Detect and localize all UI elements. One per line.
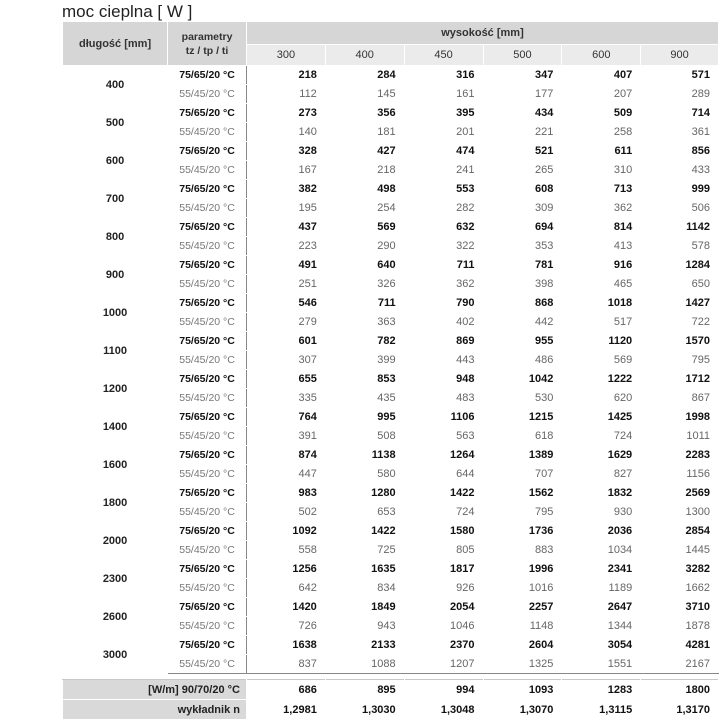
- value-cell: 853: [325, 370, 404, 389]
- value-cell: 465: [562, 275, 641, 294]
- param-cell: 55/45/20 °C: [168, 465, 247, 484]
- table-row: [63, 484, 719, 503]
- value-cell: 795: [641, 351, 719, 370]
- value-cell: 1629: [562, 446, 641, 465]
- value-cell: 282: [404, 199, 483, 218]
- value-cell: 447: [246, 465, 325, 484]
- value-cell: 207: [562, 85, 641, 104]
- value-cell: 326: [325, 275, 404, 294]
- footer-table: [62, 679, 719, 720]
- param-cell: 55/45/20 °C: [168, 427, 247, 446]
- value-cell: 508: [325, 427, 404, 446]
- length-cell: 1800: [63, 484, 168, 522]
- value-cell: 443: [404, 351, 483, 370]
- value-cell: 814: [562, 218, 641, 237]
- length-cell: 2600: [63, 598, 168, 636]
- value-cell: 644: [404, 465, 483, 484]
- footer-value: 895: [325, 680, 404, 700]
- value-cell: 1849: [325, 598, 404, 617]
- value-cell: 483: [404, 389, 483, 408]
- footer-label: wykładnik n: [63, 700, 247, 720]
- value-cell: 433: [641, 161, 719, 180]
- value-cell: 309: [483, 199, 562, 218]
- value-cell: 2257: [483, 598, 562, 617]
- value-cell: 620: [562, 389, 641, 408]
- value-cell: 279: [246, 313, 325, 332]
- value-cell: 395: [404, 104, 483, 123]
- length-cell: 600: [63, 142, 168, 180]
- height-col-header: 900: [641, 45, 719, 66]
- value-cell: 1878: [641, 617, 719, 636]
- value-cell: 434: [483, 104, 562, 123]
- value-cell: 1142: [641, 218, 719, 237]
- param-cell: 55/45/20 °C: [168, 503, 247, 522]
- value-cell: 521: [483, 142, 562, 161]
- value-cell: 1832: [562, 484, 641, 503]
- value-cell: 834: [325, 579, 404, 598]
- value-cell: 926: [404, 579, 483, 598]
- value-cell: 569: [562, 351, 641, 370]
- length-cell: 1000: [63, 294, 168, 332]
- length-cell: 1100: [63, 332, 168, 370]
- value-cell: 1817: [404, 560, 483, 579]
- table-row: [63, 560, 719, 579]
- table-row: [63, 104, 719, 123]
- value-cell: 983: [246, 484, 325, 503]
- value-cell: 571: [641, 66, 719, 85]
- param-cell: 55/45/20 °C: [168, 655, 247, 674]
- value-cell: 1280: [325, 484, 404, 503]
- footer-row: [63, 700, 719, 720]
- height-col-header: 400: [325, 45, 404, 66]
- value-cell: 999: [641, 180, 719, 199]
- value-cell: 177: [483, 85, 562, 104]
- value-cell: 640: [325, 256, 404, 275]
- value-cell: 4281: [641, 636, 719, 655]
- value-cell: 1011: [641, 427, 719, 446]
- table-row: [63, 66, 719, 85]
- table-row: [63, 332, 719, 351]
- length-cell: 2300: [63, 560, 168, 598]
- value-cell: 795: [483, 503, 562, 522]
- value-cell: 711: [325, 294, 404, 313]
- table-row: [63, 446, 719, 465]
- value-cell: 356: [325, 104, 404, 123]
- length-cell: 400: [63, 66, 168, 104]
- value-cell: 2341: [562, 560, 641, 579]
- value-cell: 618: [483, 427, 562, 446]
- param-cell: 55/45/20 °C: [168, 123, 247, 142]
- value-cell: 781: [483, 256, 562, 275]
- value-cell: 1562: [483, 484, 562, 503]
- value-cell: 856: [641, 142, 719, 161]
- value-cell: 201: [404, 123, 483, 142]
- value-cell: 553: [404, 180, 483, 199]
- table-row: [63, 370, 719, 389]
- param-cell: 75/65/20 °C: [168, 218, 247, 237]
- value-cell: 181: [325, 123, 404, 142]
- value-cell: 284: [325, 66, 404, 85]
- footer-value: 1283: [562, 680, 641, 700]
- value-cell: 161: [404, 85, 483, 104]
- table-row: [63, 598, 719, 617]
- length-cell: 500: [63, 104, 168, 142]
- value-cell: 1635: [325, 560, 404, 579]
- value-cell: 724: [404, 503, 483, 522]
- value-cell: 1427: [641, 294, 719, 313]
- value-cell: 398: [483, 275, 562, 294]
- value-cell: 782: [325, 332, 404, 351]
- length-cell: 1200: [63, 370, 168, 408]
- param-cell: 55/45/20 °C: [168, 199, 247, 218]
- value-cell: 916: [562, 256, 641, 275]
- param-cell: 55/45/20 °C: [168, 237, 247, 256]
- param-cell: 75/65/20 °C: [168, 370, 247, 389]
- param-cell: 75/65/20 °C: [168, 522, 247, 541]
- value-cell: 1042: [483, 370, 562, 389]
- value-cell: 1120: [562, 332, 641, 351]
- height-col-header: 600: [562, 45, 641, 66]
- value-cell: 805: [404, 541, 483, 560]
- value-cell: 2569: [641, 484, 719, 503]
- length-cell: 1600: [63, 446, 168, 484]
- table-row: [63, 408, 719, 427]
- value-cell: 258: [562, 123, 641, 142]
- value-cell: 714: [641, 104, 719, 123]
- value-cell: 650: [641, 275, 719, 294]
- length-cell: 800: [63, 218, 168, 256]
- value-cell: 1422: [325, 522, 404, 541]
- value-cell: 608: [483, 180, 562, 199]
- value-cell: 1996: [483, 560, 562, 579]
- value-cell: 726: [246, 617, 325, 636]
- value-cell: 642: [246, 579, 325, 598]
- param-cell: 55/45/20 °C: [168, 389, 247, 408]
- value-cell: 347: [483, 66, 562, 85]
- value-cell: 1425: [562, 408, 641, 427]
- value-cell: 223: [246, 237, 325, 256]
- value-cell: 3282: [641, 560, 719, 579]
- heat-output-table: [62, 21, 719, 674]
- value-cell: 361: [641, 123, 719, 142]
- value-cell: 955: [483, 332, 562, 351]
- value-cell: 290: [325, 237, 404, 256]
- value-cell: 1420: [246, 598, 325, 617]
- value-cell: 310: [562, 161, 641, 180]
- value-cell: 725: [325, 541, 404, 560]
- value-cell: 427: [325, 142, 404, 161]
- value-cell: 868: [483, 294, 562, 313]
- length-header: długość [mm]: [63, 22, 168, 66]
- params-sub: tz / tp / ti: [185, 44, 229, 57]
- value-cell: 517: [562, 313, 641, 332]
- value-cell: 486: [483, 351, 562, 370]
- value-cell: 1325: [483, 655, 562, 674]
- value-cell: 112: [246, 85, 325, 104]
- value-cell: 711: [404, 256, 483, 275]
- param-cell: 75/65/20 °C: [168, 180, 247, 199]
- footer-row: [63, 680, 719, 700]
- footer-value: 1093: [483, 680, 562, 700]
- value-cell: 1016: [483, 579, 562, 598]
- param-cell: 75/65/20 °C: [168, 560, 247, 579]
- value-cell: 442: [483, 313, 562, 332]
- value-cell: 307: [246, 351, 325, 370]
- value-cell: 1284: [641, 256, 719, 275]
- value-cell: 498: [325, 180, 404, 199]
- value-cell: 413: [562, 237, 641, 256]
- value-cell: 1088: [325, 655, 404, 674]
- value-cell: 790: [404, 294, 483, 313]
- value-cell: 764: [246, 408, 325, 427]
- param-cell: 55/45/20 °C: [168, 313, 247, 332]
- value-cell: 694: [483, 218, 562, 237]
- value-cell: 1551: [562, 655, 641, 674]
- value-cell: 530: [483, 389, 562, 408]
- height-header: wysokość [mm]: [246, 22, 718, 45]
- footer-value: 1,2981: [246, 700, 325, 720]
- height-col-header: 300: [246, 45, 325, 66]
- value-cell: 407: [562, 66, 641, 85]
- value-cell: 265: [483, 161, 562, 180]
- value-cell: 1156: [641, 465, 719, 484]
- value-cell: 289: [641, 85, 719, 104]
- value-cell: 435: [325, 389, 404, 408]
- value-cell: 1046: [404, 617, 483, 636]
- value-cell: 218: [325, 161, 404, 180]
- length-cell: 900: [63, 256, 168, 294]
- length-cell: 2000: [63, 522, 168, 560]
- param-cell: 75/65/20 °C: [168, 66, 247, 85]
- value-cell: 867: [641, 389, 719, 408]
- value-cell: 1712: [641, 370, 719, 389]
- table-row: [63, 636, 719, 655]
- params-header: [168, 22, 247, 66]
- value-cell: 1034: [562, 541, 641, 560]
- param-cell: 75/65/20 °C: [168, 332, 247, 351]
- value-cell: 930: [562, 503, 641, 522]
- value-cell: 943: [325, 617, 404, 636]
- value-cell: 869: [404, 332, 483, 351]
- value-cell: 1222: [562, 370, 641, 389]
- param-cell: 75/65/20 °C: [168, 142, 247, 161]
- value-cell: 353: [483, 237, 562, 256]
- value-cell: 874: [246, 446, 325, 465]
- length-cell: 700: [63, 180, 168, 218]
- value-cell: 2370: [404, 636, 483, 655]
- value-cell: 1344: [562, 617, 641, 636]
- param-cell: 55/45/20 °C: [168, 579, 247, 598]
- value-cell: 1445: [641, 541, 719, 560]
- value-cell: 722: [641, 313, 719, 332]
- value-cell: 655: [246, 370, 325, 389]
- value-cell: 1148: [483, 617, 562, 636]
- length-cell: 1400: [63, 408, 168, 446]
- value-cell: 1018: [562, 294, 641, 313]
- param-cell: 55/45/20 °C: [168, 161, 247, 180]
- value-cell: 632: [404, 218, 483, 237]
- value-cell: 1662: [641, 579, 719, 598]
- value-cell: 601: [246, 332, 325, 351]
- value-cell: 2167: [641, 655, 719, 674]
- value-cell: 827: [562, 465, 641, 484]
- value-cell: 167: [246, 161, 325, 180]
- param-cell: 75/65/20 °C: [168, 104, 247, 123]
- value-cell: 837: [246, 655, 325, 674]
- page-title: moc cieplna [ W ]: [62, 2, 193, 21]
- height-col-header: 450: [404, 45, 483, 66]
- value-cell: 1389: [483, 446, 562, 465]
- param-cell: 75/65/20 °C: [168, 484, 247, 503]
- value-cell: 653: [325, 503, 404, 522]
- value-cell: 509: [562, 104, 641, 123]
- value-cell: 707: [483, 465, 562, 484]
- value-cell: 611: [562, 142, 641, 161]
- value-cell: 316: [404, 66, 483, 85]
- footer-label: [W/m] 90/70/20 °C: [63, 680, 247, 700]
- value-cell: 1215: [483, 408, 562, 427]
- value-cell: 3054: [562, 636, 641, 655]
- param-cell: 75/65/20 °C: [168, 446, 247, 465]
- value-cell: 558: [246, 541, 325, 560]
- value-cell: 2054: [404, 598, 483, 617]
- value-cell: 948: [404, 370, 483, 389]
- value-cell: 1106: [404, 408, 483, 427]
- table-row: [63, 218, 719, 237]
- params-label: parametry: [181, 30, 233, 43]
- value-cell: 145: [325, 85, 404, 104]
- value-cell: 254: [325, 199, 404, 218]
- footer-value: 1800: [641, 680, 719, 700]
- value-cell: 221: [483, 123, 562, 142]
- value-cell: 382: [246, 180, 325, 199]
- param-cell: 55/45/20 °C: [168, 85, 247, 104]
- value-cell: 1638: [246, 636, 325, 655]
- value-cell: 140: [246, 123, 325, 142]
- param-cell: 55/45/20 °C: [168, 541, 247, 560]
- value-cell: 251: [246, 275, 325, 294]
- value-cell: 580: [325, 465, 404, 484]
- value-cell: 491: [246, 256, 325, 275]
- value-cell: 1422: [404, 484, 483, 503]
- value-cell: 2647: [562, 598, 641, 617]
- value-cell: 1189: [562, 579, 641, 598]
- value-cell: 1207: [404, 655, 483, 674]
- value-cell: 218: [246, 66, 325, 85]
- value-cell: 391: [246, 427, 325, 446]
- value-cell: 2283: [641, 446, 719, 465]
- value-cell: 2036: [562, 522, 641, 541]
- value-cell: 3710: [641, 598, 719, 617]
- value-cell: 195: [246, 199, 325, 218]
- value-cell: 1138: [325, 446, 404, 465]
- value-cell: 362: [562, 199, 641, 218]
- value-cell: 241: [404, 161, 483, 180]
- value-cell: 437: [246, 218, 325, 237]
- param-cell: 75/65/20 °C: [168, 636, 247, 655]
- param-cell: 75/65/20 °C: [168, 408, 247, 427]
- value-cell: 569: [325, 218, 404, 237]
- value-cell: 2854: [641, 522, 719, 541]
- value-cell: 363: [325, 313, 404, 332]
- value-cell: 546: [246, 294, 325, 313]
- value-cell: 1570: [641, 332, 719, 351]
- value-cell: 713: [562, 180, 641, 199]
- value-cell: 322: [404, 237, 483, 256]
- value-cell: 1256: [246, 560, 325, 579]
- value-cell: 502: [246, 503, 325, 522]
- footer-value: 994: [404, 680, 483, 700]
- value-cell: 563: [404, 427, 483, 446]
- value-cell: 995: [325, 408, 404, 427]
- height-col-header: 500: [483, 45, 562, 66]
- value-cell: 1736: [483, 522, 562, 541]
- table-row: [63, 256, 719, 275]
- value-cell: 1998: [641, 408, 719, 427]
- table-row: [63, 180, 719, 199]
- param-cell: 75/65/20 °C: [168, 598, 247, 617]
- value-cell: 578: [641, 237, 719, 256]
- value-cell: 273: [246, 104, 325, 123]
- value-cell: 883: [483, 541, 562, 560]
- length-cell: 3000: [63, 636, 168, 674]
- value-cell: 1092: [246, 522, 325, 541]
- value-cell: 506: [641, 199, 719, 218]
- value-cell: 402: [404, 313, 483, 332]
- param-cell: 55/45/20 °C: [168, 617, 247, 636]
- footer-value: 1,3170: [641, 700, 719, 720]
- table-row: [63, 142, 719, 161]
- value-cell: 328: [246, 142, 325, 161]
- value-cell: 1300: [641, 503, 719, 522]
- value-cell: 399: [325, 351, 404, 370]
- param-cell: 75/65/20 °C: [168, 294, 247, 313]
- table-row: [63, 294, 719, 313]
- footer-value: 1,3048: [404, 700, 483, 720]
- param-cell: 55/45/20 °C: [168, 351, 247, 370]
- value-cell: 2133: [325, 636, 404, 655]
- value-cell: 724: [562, 427, 641, 446]
- value-cell: 362: [404, 275, 483, 294]
- footer-value: 1,3070: [483, 700, 562, 720]
- footer-value: 1,3115: [562, 700, 641, 720]
- value-cell: 335: [246, 389, 325, 408]
- table-row: [63, 522, 719, 541]
- footer-value: 686: [246, 680, 325, 700]
- value-cell: 2604: [483, 636, 562, 655]
- param-cell: 55/45/20 °C: [168, 275, 247, 294]
- value-cell: 1580: [404, 522, 483, 541]
- value-cell: 1264: [404, 446, 483, 465]
- footer-value: 1,3030: [325, 700, 404, 720]
- param-cell: 75/65/20 °C: [168, 256, 247, 275]
- value-cell: 474: [404, 142, 483, 161]
